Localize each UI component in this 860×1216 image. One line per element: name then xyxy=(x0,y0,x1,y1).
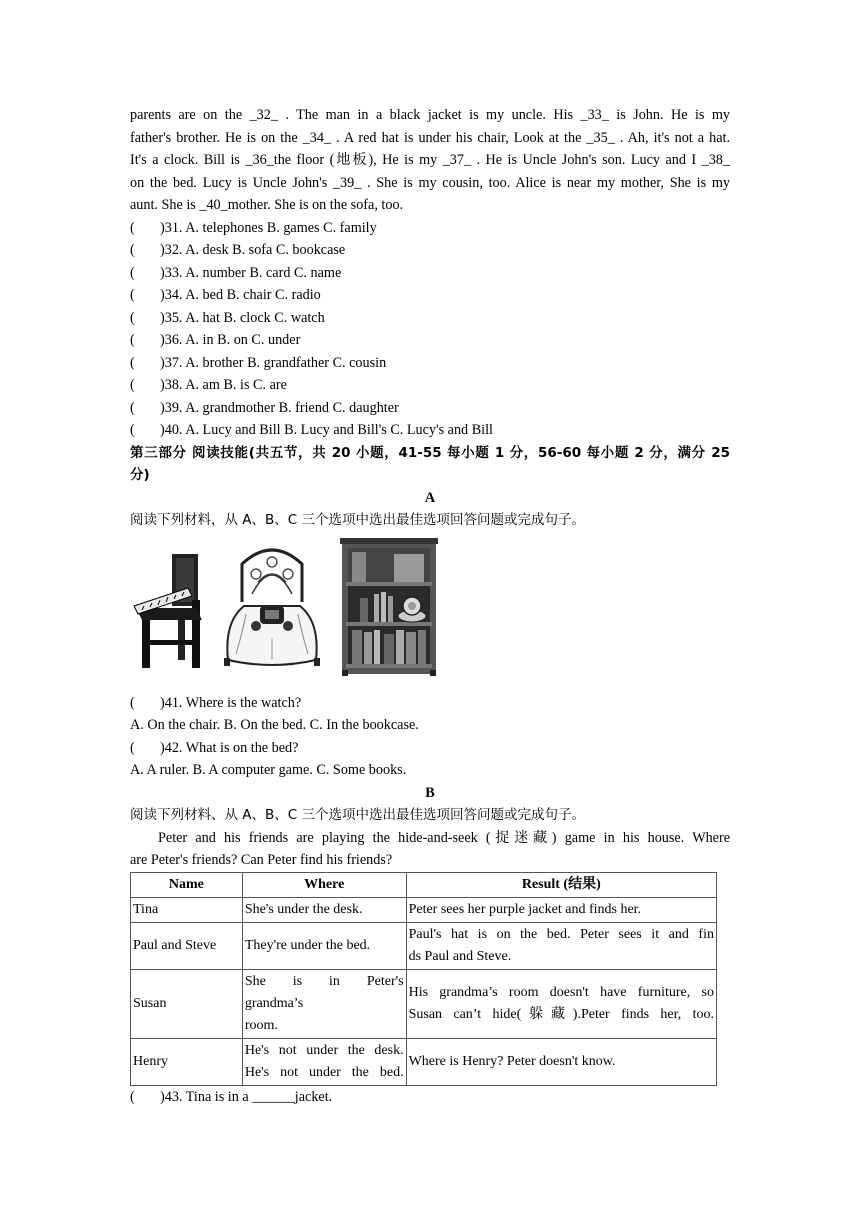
part3-heading xyxy=(130,442,730,487)
question-options: A. A ruler. B. A computer game. C. Some books. xyxy=(130,762,407,778)
question-item xyxy=(130,352,730,375)
table-cell-result: Peter sees her purple jacket and finds her. xyxy=(406,897,716,922)
question-text: )32. A. desk B. sofa C. bookcase xyxy=(160,242,346,258)
table-cell-name: Paul and Steve xyxy=(131,922,243,969)
cell-line: His grandma’s room doesn't have furniture, so xyxy=(408,984,714,1000)
cell-line: Paul's hat is on the bed. Peter sees it and fin xyxy=(408,926,714,942)
question-item xyxy=(130,737,730,760)
answer-paren[interactable]: ( xyxy=(130,332,135,348)
question-text: )39. A. grandmother B. friend C. daughter xyxy=(160,399,399,416)
table-cell-where: They're under the bed. xyxy=(242,922,406,969)
question-item xyxy=(130,1086,730,1109)
section-b-label: B xyxy=(425,784,435,801)
table-cell-result xyxy=(406,969,716,1038)
answer-paren[interactable]: ( xyxy=(130,309,135,326)
section-a-label: A xyxy=(424,489,436,506)
passage-line: aunt. She is _40_mother. She is on the sofa, too. xyxy=(130,197,404,213)
question-item xyxy=(130,284,730,307)
question-text: )42. What is on the bed? xyxy=(160,739,299,756)
table-cell-where xyxy=(242,1038,406,1085)
cell-line: He's not under the desk. xyxy=(244,1042,404,1058)
answer-paren[interactable]: ( xyxy=(130,399,135,416)
question-text: )41. Where is the watch? xyxy=(160,694,302,711)
question-text: )40. A. Lucy and Bill B. Lucy and Bill's C. Lucy's and Bill xyxy=(160,422,493,438)
question-item xyxy=(130,239,730,262)
question-item xyxy=(130,217,730,240)
table-cell-result xyxy=(406,922,716,969)
part3-heading-line: 分) xyxy=(130,467,150,483)
answer-paren[interactable]: ( xyxy=(130,219,135,236)
table-cell-name: Susan xyxy=(131,969,243,1038)
question-text: )33. A. number B. card C. name xyxy=(160,264,342,281)
question-item xyxy=(130,262,730,285)
table-header-row xyxy=(131,872,717,897)
passage-line: It's a clock. Bill is _36_the floor (地板), He is my _37_ . He is Uncle John's son. Lucy and I _38_ xyxy=(130,152,730,168)
furniture-pictures xyxy=(130,536,730,686)
cell-line: Susan can’t hide(躲藏).Peter finds her, too. xyxy=(408,1006,714,1022)
answer-paren[interactable]: ( xyxy=(130,739,135,756)
table-cell-result: Where is Henry? Peter doesn't know. xyxy=(406,1038,716,1085)
bookcase-with-books-image xyxy=(338,536,442,678)
cell-line: He's not under the bed. xyxy=(244,1064,404,1080)
question-text: )31. A. telephones B. games C. family xyxy=(160,219,377,236)
question-text: )34. A. bed B. chair C. radio xyxy=(160,287,321,303)
answer-paren[interactable]: ( xyxy=(130,377,135,393)
question-item xyxy=(130,329,730,352)
chair-with-ruler-image xyxy=(132,550,206,672)
question-options: A. On the chair. B. On the bed. C. In the bookcase. xyxy=(130,717,419,733)
passage-line: parents are on the _32_ . The man in a black jacket is my uncle. His _33_ is John. He is my xyxy=(130,107,730,123)
cell-line: She is in Peter's xyxy=(244,973,404,989)
table-row xyxy=(131,922,717,969)
part3-heading-line: 第三部分 阅读技能(共五节，共 20 小题，41-55 每小题 1 分，56-60 每小题 2 分，满分 25 xyxy=(130,444,730,461)
table-header-cell: Name xyxy=(131,872,243,897)
section-b-instruction: 阅读下列材料、从 A、B、C 三个选项中选出最佳选项回答问题或完成句子。 xyxy=(130,807,586,823)
table-row xyxy=(131,1038,717,1085)
question-item xyxy=(130,419,730,442)
question-text: )36. A. in B. on C. under xyxy=(160,332,301,348)
bed-with-game-image xyxy=(222,542,322,672)
cloze-question-list xyxy=(130,217,730,442)
table-header-cell: Result (结果) xyxy=(406,872,716,897)
table-row xyxy=(131,969,717,1038)
answer-paren[interactable]: ( xyxy=(130,422,135,438)
cell-line: ds Paul and Steve. xyxy=(408,948,512,964)
table-cell-name: Tina xyxy=(131,897,243,922)
section-b-intro-line: Peter and his friends are playing the hide-and-seek (捉迷藏) game in his house. Where xyxy=(158,829,730,846)
question-text: )35. A. hat B. clock C. watch xyxy=(160,309,325,326)
passage-line: on the bed. Lucy is Uncle John's _39_ . She is my cousin, too. Alice is near my mother, She is my xyxy=(130,174,730,191)
table-cell-where: She's under the desk. xyxy=(242,897,406,922)
question-text: )38. A. am B. is C. are xyxy=(160,377,287,393)
question-item xyxy=(130,374,730,397)
cell-line: grandma’s xyxy=(244,995,304,1011)
question-item xyxy=(130,397,730,420)
cloze-passage xyxy=(130,104,730,217)
section-a-instruction: 阅读下列材料，从 A、B、C 三个选项中选出最佳选项回答问题或完成句子。 xyxy=(130,512,586,528)
answer-paren[interactable]: ( xyxy=(130,354,135,371)
cell-line: room. xyxy=(244,1017,278,1033)
question-item xyxy=(130,307,730,330)
answer-paren[interactable]: ( xyxy=(130,287,135,303)
hide-and-seek-table xyxy=(130,872,717,1086)
table-cell-name: Henry xyxy=(131,1038,243,1085)
answer-paren[interactable]: ( xyxy=(130,694,135,711)
table-header-cell: Where xyxy=(242,872,406,897)
exam-page xyxy=(130,104,730,1108)
question-text: )37. A. brother B. grandfather C. cousin xyxy=(160,354,387,371)
question-text: )43. Tina is in a ______jacket. xyxy=(160,1088,333,1105)
answer-paren[interactable]: ( xyxy=(130,242,135,258)
passage-line: father's brother. He is on the _34_ . A red hat is under his chair, Look at the _35_ . Ah, it's not a hat. xyxy=(130,129,730,146)
answer-paren[interactable]: ( xyxy=(130,1088,135,1105)
question-item xyxy=(130,692,730,715)
table-row xyxy=(131,897,717,922)
answer-paren[interactable]: ( xyxy=(130,264,135,281)
section-b-intro-line: are Peter's friends? Can Peter find his friends? xyxy=(130,852,393,868)
table-cell-where xyxy=(242,969,406,1038)
